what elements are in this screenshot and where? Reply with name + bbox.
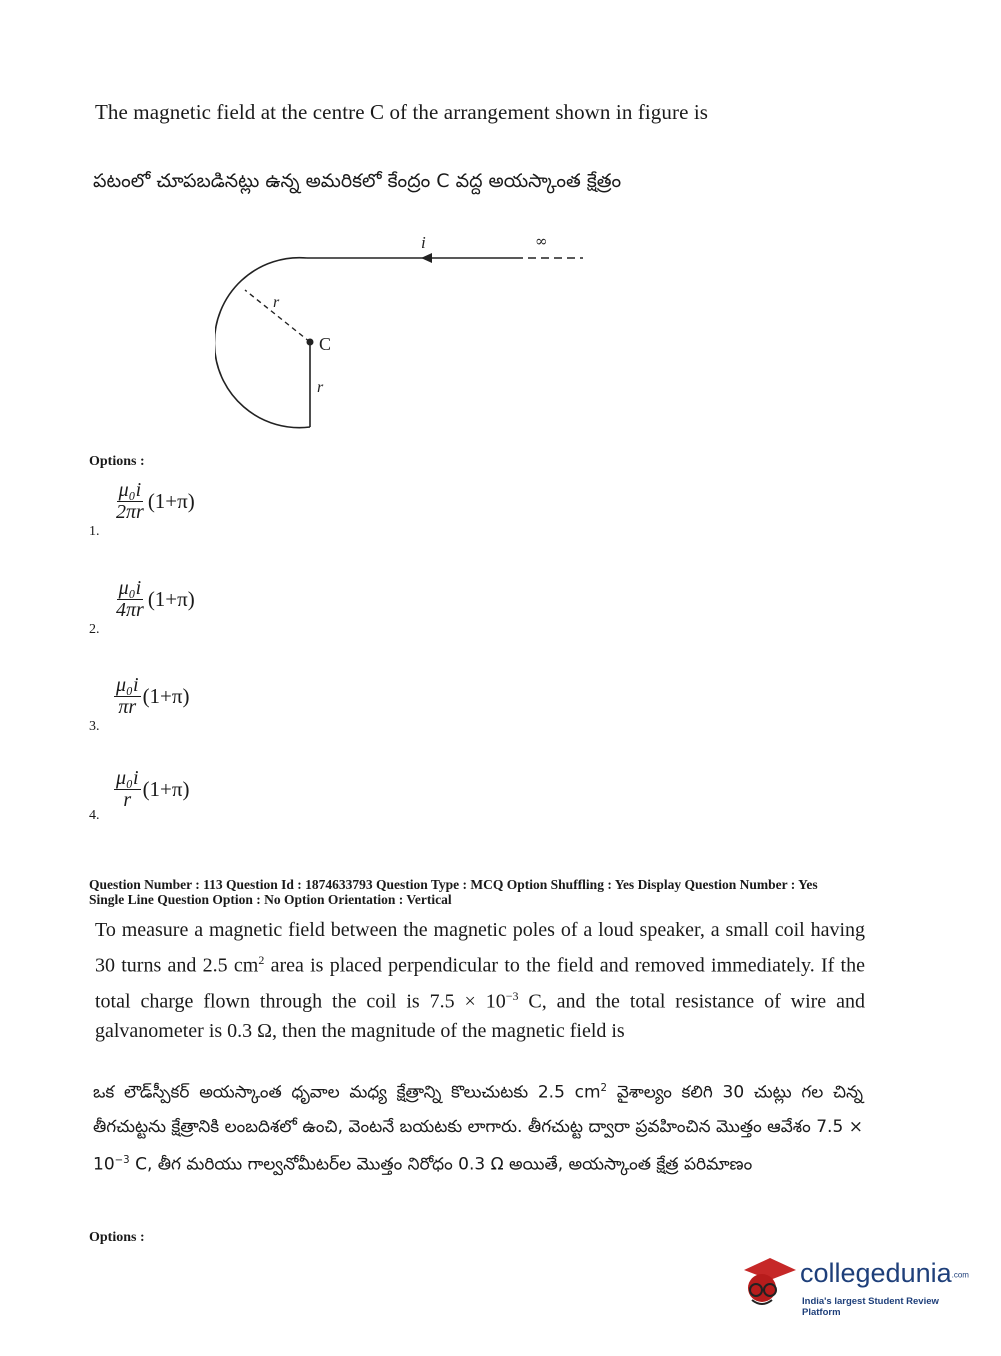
q113-te-part1: ఒక లౌడ్‌స్పీకర్ అయస్కాంత ధృవాల మధ్య క్షేత్రాన్ని కొలుచుటకు 2.5 cm <box>93 1082 601 1103</box>
option-1-factor: (1+π) <box>147 489 195 513</box>
question-113-meta <box>89 877 929 907</box>
question-112-english: The magnetic field at the centre C of the arrangement shown in figure is <box>95 100 709 124</box>
q113-te-sup1: 2 <box>600 1083 607 1094</box>
radius-label-diagonal: r <box>273 294 280 311</box>
option-3-denominator: πr <box>118 696 137 718</box>
question-113-meta-line1: Question Number : 113 Question Id : 1874633793 Question Type : MCQ Option Shuffling : Yes Display Question Number : Yes <box>89 877 818 892</box>
question-112-telugu: పటంలో చూపబడినట్లు ఉన్న అమరికలో కేంద్రం C వద్ద అయస్కాంత క్షేత్రం <box>93 170 622 192</box>
option-4-numerator: μ₀i <box>116 767 139 789</box>
option-1[interactable] <box>89 479 195 539</box>
option-1-number: 1. <box>89 524 100 539</box>
option-2-factor: (1+π) <box>147 587 195 611</box>
infinity-label: ∞ <box>535 232 548 250</box>
option-2[interactable] <box>89 577 195 637</box>
q113-te-part2: వైశాల్యం కలిగి 30 చుట్లు గల చిన్న తీగచుట్టను క్షేత్రానికి లంబదిశలో ఉంచి, వెంటనే బయటకు లాగారు. తీగచుట్ట ద్వారా ప్రవహించిన మొత్తం ఆవేశం 7.5 × 10 <box>93 1082 863 1175</box>
option-2-number: 2. <box>89 622 100 637</box>
q113-en-part3: C, and the total resistance of wire and galvanometer is 0.3 Ω, then the magnitude of the magnetic field is <box>95 990 865 1043</box>
radius-label-vertical: r <box>317 379 324 396</box>
center-point <box>307 339 314 346</box>
question-113-meta-line2: Single Line Question Option : No Option Orientation : Vertical <box>89 892 452 907</box>
q113-en-part2: area is placed perpendicular to the field and removed immediately. If the total charge flown through the coil is 7.5 × 10 <box>95 954 865 1013</box>
brand-name: collegedunia <box>800 1258 952 1288</box>
option-3-factor: (1+π) <box>142 684 190 708</box>
option-4[interactable] <box>89 767 190 823</box>
q113-en-sup2: −3 <box>505 988 519 1003</box>
q113-te-sup2: −3 <box>114 1154 130 1166</box>
center-label: C <box>319 334 332 354</box>
options-label: Options : <box>89 454 145 469</box>
question-113-options-label: Options : <box>89 1230 145 1245</box>
option-3-number: 3. <box>89 719 100 734</box>
q113-en-sup1: 2 <box>258 953 265 967</box>
question-113-telugu <box>93 1072 863 1181</box>
circular-arc-wire <box>215 258 310 428</box>
option-4-denominator: r <box>123 789 132 811</box>
brand-tagline: India's largest Student Review Platform <box>802 1296 939 1318</box>
current-arrow-icon <box>421 253 432 263</box>
mascot-logo-icon <box>740 1252 798 1312</box>
q113-en-part1: To measure a magnetic field between the magnetic poles of a loud speaker, a small coil having 30 turns and 2.5 cm <box>95 919 865 977</box>
option-4-number: 4. <box>89 808 100 823</box>
option-3-numerator: μ₀i <box>116 674 139 696</box>
collegedunia-watermark <box>740 1248 970 1318</box>
brand-suffix: .com <box>951 1270 969 1280</box>
option-1-denominator: 2πr <box>116 501 144 523</box>
current-label: i <box>421 233 426 252</box>
circuit-figure <box>215 230 595 435</box>
option-2-denominator: 4πr <box>116 599 144 621</box>
option-2-numerator: μ₀i <box>118 577 142 599</box>
option-3[interactable] <box>89 674 190 734</box>
question-113-english <box>95 915 865 1046</box>
option-1-numerator: μ₀i <box>118 479 142 501</box>
option-4-factor: (1+π) <box>142 777 190 801</box>
q113-te-part3: C, తీగ మరియు గాల్వనోమీటర్‌ల మొత్తం నిరోధం 0.3 Ω అయితే, అయస్కాంత క్షేత్ర పరిమాణం <box>129 1154 753 1175</box>
